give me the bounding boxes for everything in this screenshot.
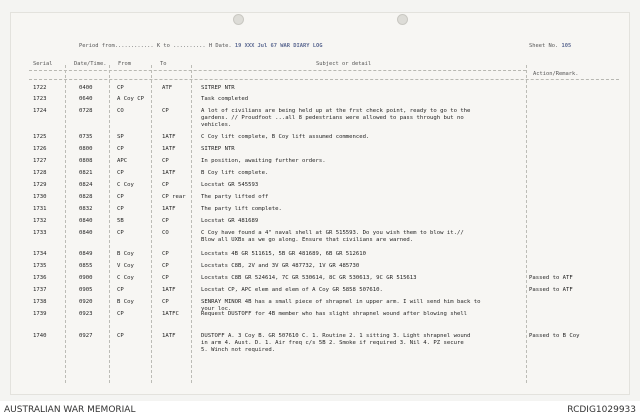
from-cell: A Coy CP [117, 96, 144, 102]
header-rule-bottom [29, 79, 619, 80]
to-cell: CP [162, 275, 169, 281]
time-cell: 0927 [79, 333, 93, 339]
header-rule-top [29, 70, 526, 71]
to-cell: 1ATF [162, 206, 176, 212]
time-cell: 0640 [79, 96, 93, 102]
divider-serial [65, 65, 66, 383]
serial-cell: 1735 [33, 263, 47, 269]
serial-cell: 1731 [33, 206, 47, 212]
war-diary-stamp: WAR DIARY LOG [280, 43, 323, 49]
period-label: Period from [79, 43, 115, 49]
col-to: To [160, 61, 167, 67]
time-cell: 0728 [79, 108, 93, 114]
subject-line: SENRAY MINOR 4B has a small piece of shrapnel in upper arm. I will send him back to [201, 299, 481, 305]
subject-line: B Coy lift complete. [201, 170, 269, 176]
to-cell: CP [162, 158, 169, 164]
to-cell: CP [162, 182, 169, 188]
from-cell: CP [117, 170, 124, 176]
to-cell: CP [162, 263, 169, 269]
from-cell: V Coy [117, 263, 134, 269]
time-cell: 0735 [79, 134, 93, 140]
time-cell: 0920 [79, 299, 93, 305]
to-label: K to [156, 43, 170, 49]
time-cell: 0855 [79, 263, 93, 269]
action-cell: Passed to ATF [529, 287, 573, 293]
from-cell: CP [117, 287, 124, 293]
subject-line: SITREP NTR [201, 146, 235, 152]
period-dots: ............ [114, 43, 154, 49]
to-cell: ATF [162, 85, 173, 91]
sheet-number [529, 43, 571, 50]
from-cell: B Coy [117, 251, 134, 257]
punch-hole-right [397, 14, 408, 25]
serial-cell: 1737 [33, 287, 47, 293]
subject-line: In position, awaiting further orders. [201, 158, 326, 164]
subject-line: Locstat GR 481689 [201, 218, 259, 224]
serial-cell: 1726 [33, 146, 47, 152]
from-cell: CP [117, 85, 124, 91]
time-cell: 0400 [79, 85, 93, 91]
col-subject: Subject or detail [316, 61, 372, 67]
subject-line: in arm 4. Aust. D. 1. Air freq c/s 5B 2. Smoke if required 3. Nil 4. PZ secure [201, 340, 464, 346]
to-cell: 1ATF [162, 134, 176, 140]
time-cell: 0828 [79, 194, 93, 200]
time-cell: 0824 [79, 182, 93, 188]
from-cell: CP [117, 311, 124, 317]
subject-line: C Coy lift complete, B Coy lift assumed commenced. [201, 134, 370, 140]
from-cell: B Coy [117, 299, 134, 305]
serial-cell: 1722 [33, 85, 47, 91]
subject-line: SITREP NTR [201, 85, 235, 91]
archive-reference: RCDIG1029933 [567, 405, 636, 415]
serial-cell: 1736 [33, 275, 47, 281]
serial-cell: 1732 [33, 218, 47, 224]
serial-cell: 1723 [33, 96, 47, 102]
time-cell: 0905 [79, 287, 93, 293]
to-cell: CP rear [162, 194, 186, 200]
subject-line: gardens. // Proudfoot ...all 8 pedestrians were allowed to pass through but no [201, 115, 464, 121]
serial-cell: 1734 [33, 251, 47, 257]
from-cell: CP [117, 206, 124, 212]
divider-action [526, 65, 527, 383]
serial-cell: 1727 [33, 158, 47, 164]
from-cell: CP [117, 194, 124, 200]
from-cell: SP [117, 134, 124, 140]
subject-line: The party lifted off [201, 194, 269, 200]
from-cell: CP [117, 146, 124, 152]
subject-line: Locstats C8B, 2V and 3V GR 487732, 1V GR 485730 [201, 263, 360, 269]
serial-cell: 1733 [33, 230, 47, 236]
to-cell: 1ATF [162, 170, 176, 176]
divider-from [151, 65, 152, 383]
to-cell: CO [162, 230, 169, 236]
serial-cell: 1725 [33, 134, 47, 140]
subject-line: DUSTOFF A. 3 Coy B. GR 507610 C. 1. Routine 2. 1 sitting 3. Light shrapnel wound [201, 333, 471, 339]
to-cell: CP [162, 108, 169, 114]
time-cell: 0832 [79, 206, 93, 212]
col-from: From [118, 61, 131, 67]
to-cell: CP [162, 299, 169, 305]
time-cell: 0800 [79, 146, 93, 152]
header-line [79, 43, 323, 50]
time-cell: 0900 [79, 275, 93, 281]
col-action: Action/Remark. [533, 71, 579, 77]
from-cell: C Coy [117, 275, 134, 281]
serial-cell: 1730 [33, 194, 47, 200]
to-dots: .......... [173, 43, 206, 49]
col-serial: Serial [33, 61, 53, 67]
to-cell: 1ATF [162, 333, 176, 339]
subject-line: 5. Winch not required. [201, 347, 276, 353]
archive-name: AUSTRALIAN WAR MEMORIAL [4, 405, 136, 415]
subject-line: vehicles. [201, 122, 232, 128]
date-label: Date. [215, 43, 232, 49]
col-date-time: Date/Time. [74, 61, 107, 67]
log-sheet [10, 12, 630, 395]
time-cell: 0840 [79, 218, 93, 224]
divider-time [109, 65, 110, 383]
subject-line: The party lift complete. [201, 206, 282, 212]
divider-to [191, 65, 192, 383]
to-cell: CP [162, 251, 169, 257]
subject-line: Task completed [201, 96, 249, 102]
serial-cell: 1724 [33, 108, 47, 114]
sheet-label: Sheet No. [529, 43, 559, 49]
serial-cell: 1729 [33, 182, 47, 188]
serial-cell: 1739 [33, 311, 47, 317]
sheet-value: 105 [561, 43, 572, 49]
subject-line: your loc. [201, 306, 232, 312]
date-value: 19 XXX Jul 67 [234, 43, 278, 49]
serial-cell: 1740 [33, 333, 47, 339]
subject-line: Locstat CP, APC elem and elem of A Coy GR 5858 507610. [201, 287, 383, 293]
from-cell: CO [117, 108, 124, 114]
punch-hole-left [233, 14, 244, 25]
subject-line: C Coy have found a 4" naval shell at GR 515593. Do you wish them to blow it.// [201, 230, 464, 236]
from-cell: CP [117, 230, 124, 236]
to-cell: CP [162, 218, 169, 224]
time-cell: 0923 [79, 311, 93, 317]
action-cell: Passed to B Coy [529, 333, 580, 339]
archive-footer [0, 401, 640, 419]
to-cell: 1ATFC [162, 311, 179, 317]
serial-cell: 1728 [33, 170, 47, 176]
time-cell: 0821 [79, 170, 93, 176]
to-cell: 1ATF [162, 146, 176, 152]
time-cell: 0840 [79, 230, 93, 236]
serial-cell: 1738 [33, 299, 47, 305]
from-cell: APC [117, 158, 128, 164]
h-label: H [208, 43, 213, 49]
subject-line: Locstats 4B GR 511615, 5B GR 481689, 6B GR 512610 [201, 251, 367, 257]
subject-line: Locstats C8B GR 524614, 7C GR 530614, 8C GR 530613, 9C GR 515613 [201, 275, 417, 281]
from-cell: 5B [117, 218, 124, 224]
time-cell: 0808 [79, 158, 93, 164]
from-cell: C Coy [117, 182, 134, 188]
subject-line: Blow all UXBs as we go along. Ensure that civilians are warned. [201, 237, 414, 243]
time-cell: 0849 [79, 251, 93, 257]
subject-line: A lot of civilians are being held up at the frst check point, ready to go to the [201, 108, 471, 114]
from-cell: CP [117, 333, 124, 339]
subject-line: Locstat GR 545593 [201, 182, 259, 188]
to-cell: 1ATF [162, 287, 176, 293]
action-cell: Passed to ATF [529, 275, 573, 281]
subject-line: Request DUSTOFF for 4B member who has slight shrapnel wound after blowing shell [201, 311, 468, 317]
